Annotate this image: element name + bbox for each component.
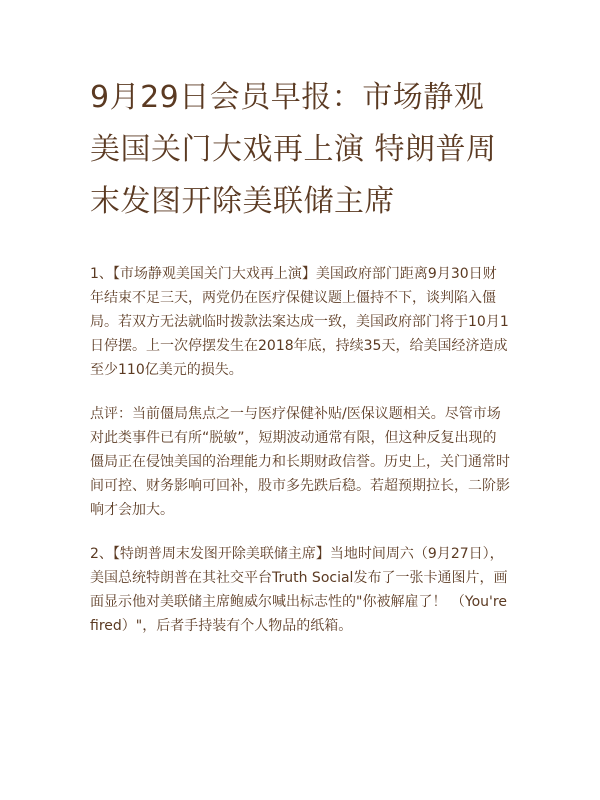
article-body [90,262,510,638]
paragraph-news-2: 2、【特朗普周末发图开除美联储主席】当地时间周六（9月27日），美国总统特朗普在其社交平台Truth Social发布了一张卡通图片，画面显示他对美联储主席鲍威尔喊出标志性的"你被解雇了！ （You're fired）"，后者手持装有个人物品的纸箱。 [90,546,508,634]
paragraph-news-1: 1、【市场静观美国关门大戏再上演】美国政府部门距离9月30日财年结束不足三天，两党仍在医疗保健议题上僵持不下，谈判陷入僵局。若双方无法就临时拨款法案达成一致，美国政府部门将于10月1日停摆。上一次停摆发生在2018年底，持续35天，给美国经济造成至少110亿美元的损失。 [90,266,509,378]
paragraph-commentary: 点评：当前僵局焦点之一与医疗保健补贴/医保议题相关。尽管市场对此类事件已有所“脱敏”，短期波动通常有限，但这种反复出现的僵局正在侵蚀美国的治理能力和长期财政信誉。历史上，关门通常时间可控、财务影响可回补，股市多先跌后稳。若超预期拉长，二阶影响才会加大。 [90,406,510,518]
article-title: 9月29日会员早报：市场静观美国关门大戏再上演 特朗普周末发图开除美联储主席 [90,80,497,219]
